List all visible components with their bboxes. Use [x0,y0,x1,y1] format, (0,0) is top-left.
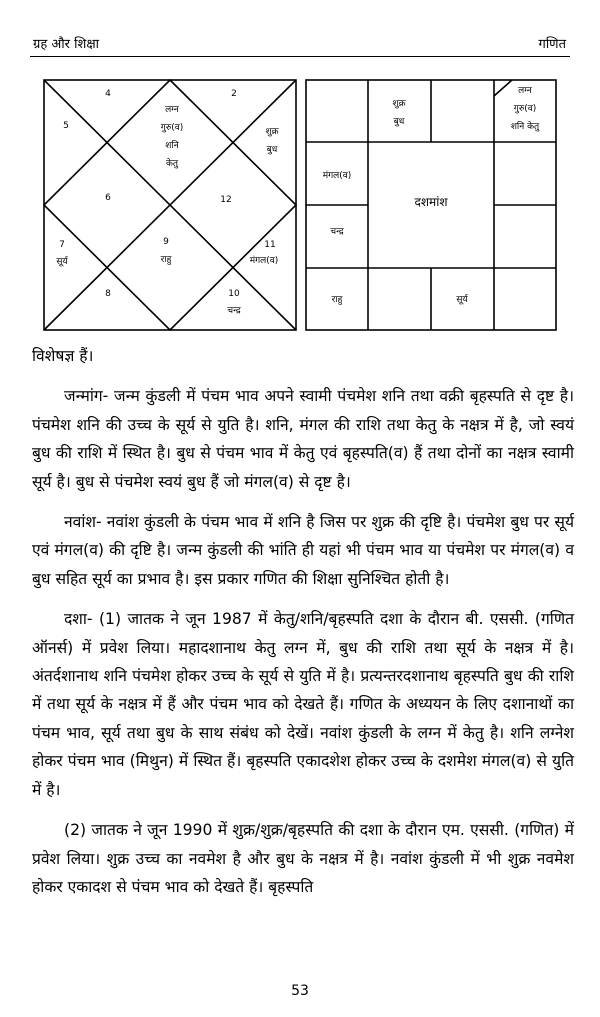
birth-chart [44,80,296,330]
dashamsha-mangal: मंगल(व) [322,171,352,181]
page-number: 53 [291,983,309,999]
paragraph-dasha-2: (2) जातक ने जून 1990 में शुक्र/शुक्र/बृहस्पति की दशा के दौरान एम. एससी. (गणित) में प्रवेश लिया। शुक्र उच्च का नवमेश है और बुध के नक्षत्र में है। नवांश कुंडली में भी शुक्र नवमेश होकर एकादश से पंचम भाव को देखते हैं। बृहस्पति [32,821,574,896]
surya-label: सूर्य [56,257,68,267]
house-number-10: 10 [228,289,240,299]
guru-label: गुरु(व) [160,123,184,133]
body-text [32,342,574,901]
dashamsha-shani-ketu: शनि केतु [510,122,540,132]
chandra-label: चन्द्र [227,306,241,316]
house-number-2: 2 [231,89,237,99]
paragraph-dasha-1: दशा- (1) जातक ने जून 1987 में केतु/शनि/बृहस्पति दशा के दौरान बी. एससी. (गणित ऑनर्स) में प्रवेश लिया। महादशानाथ केतु लग्न में, बुध की राशि तथा सूर्य के नक्षत्र में है। अंतर्दशानाथ शनि पंचमेश होकर उच्च के सूर्य से युति में है। प्रत्यन्तरदशानाथ बृहस्पति बुध की राशि में तथा सूर्य के नक्षत्र में हैं और पंचम भाव को देखते हैं। गणित के अध्ययन के लिए दशानाथों का पंचम भाव, सूर्य तथा बुध के साथ संबंध को देखें। नवांश कुंडली के लग्न में केतु है। शनि लग्नेश होकर पंचम भाव (मिथुन) में स्थित हैं। बृहस्पति एकादशेश होकर उच्च के दशमेश मंगल(व) से युति में है। [32,610,574,799]
running-header-title: ग्रह और शिक्षा [33,37,100,52]
house-number-7: 7 [59,240,65,250]
dashamsha-title: दशमांश [414,195,448,209]
budh-label: बुध [266,145,278,155]
ketu-label: केतु [165,159,179,169]
mangal-label: मंगल(व) [249,256,279,266]
house-number-9: 9 [163,237,169,247]
dashamsha-shukra: शुक्र [392,99,406,109]
house-number-4: 4 [105,89,111,99]
paragraph-continuation: विशेषज्ञ हैं। [32,347,94,365]
dashamsha-chandra: चन्द्र [330,227,344,237]
dashamsha-rahu: राहु [331,295,343,305]
lagna-label: लग्न [165,105,179,115]
house-number-8: 8 [105,289,111,299]
charts-figure [0,0,600,340]
paragraph-navansh: नवांश- नवांश कुंडली के पंचम भाव में शनि है जिस पर शुक्र की दृष्टि है। पंचमेश बुध पर सूर्य एवं मंगल(व) की दृष्टि है। जन्म कुंडली की भांति ही यहां भी पंचम भाव या पंचमेश पर मंगल(व) व बुध सहित सूर्य का प्रभाव है। इस प्रकार गणित की शिक्षा सुनिश्चित होती है। [32,513,574,588]
house-number-11: 11 [264,240,276,250]
shani-label: शनि [165,141,179,151]
paragraph-janmang: जन्मांग- जन्म कुंडली में पंचम भाव अपने स्वामी पंचमेश शनि तथा वक्री बृहस्पति से दृष्ट है। पंचमेश शनि की उच्च के सूर्य से युति है। शनि, मंगल की राशि तथा केतु के नक्षत्र में है, जो स्वयं बुध की राशि में स्थित है। बुध से पंचम भाव में केतु एवं बृहस्पति(व) हैं तथा दोनों का नक्षत्र स्वामी सूर्य है। बुध से पंचमेश स्वयं बुध हैं जो मंगल(व) से दृष्ट है। [32,387,574,491]
dashamsha-guru: गुरु(व) [513,104,537,114]
dashamsha-lagna: लग्न [518,86,532,96]
house-number-12: 12 [220,195,232,205]
dashamsha-budh: बुध [393,117,405,127]
shukra-label: शुक्र [265,127,279,137]
rahu-label: राहु [160,255,172,265]
house-number-6: 6 [105,193,111,203]
running-header-subject: गणित [538,37,566,52]
dashamsha-surya: सूर्य [456,295,468,305]
house-number-5: 5 [63,121,69,131]
